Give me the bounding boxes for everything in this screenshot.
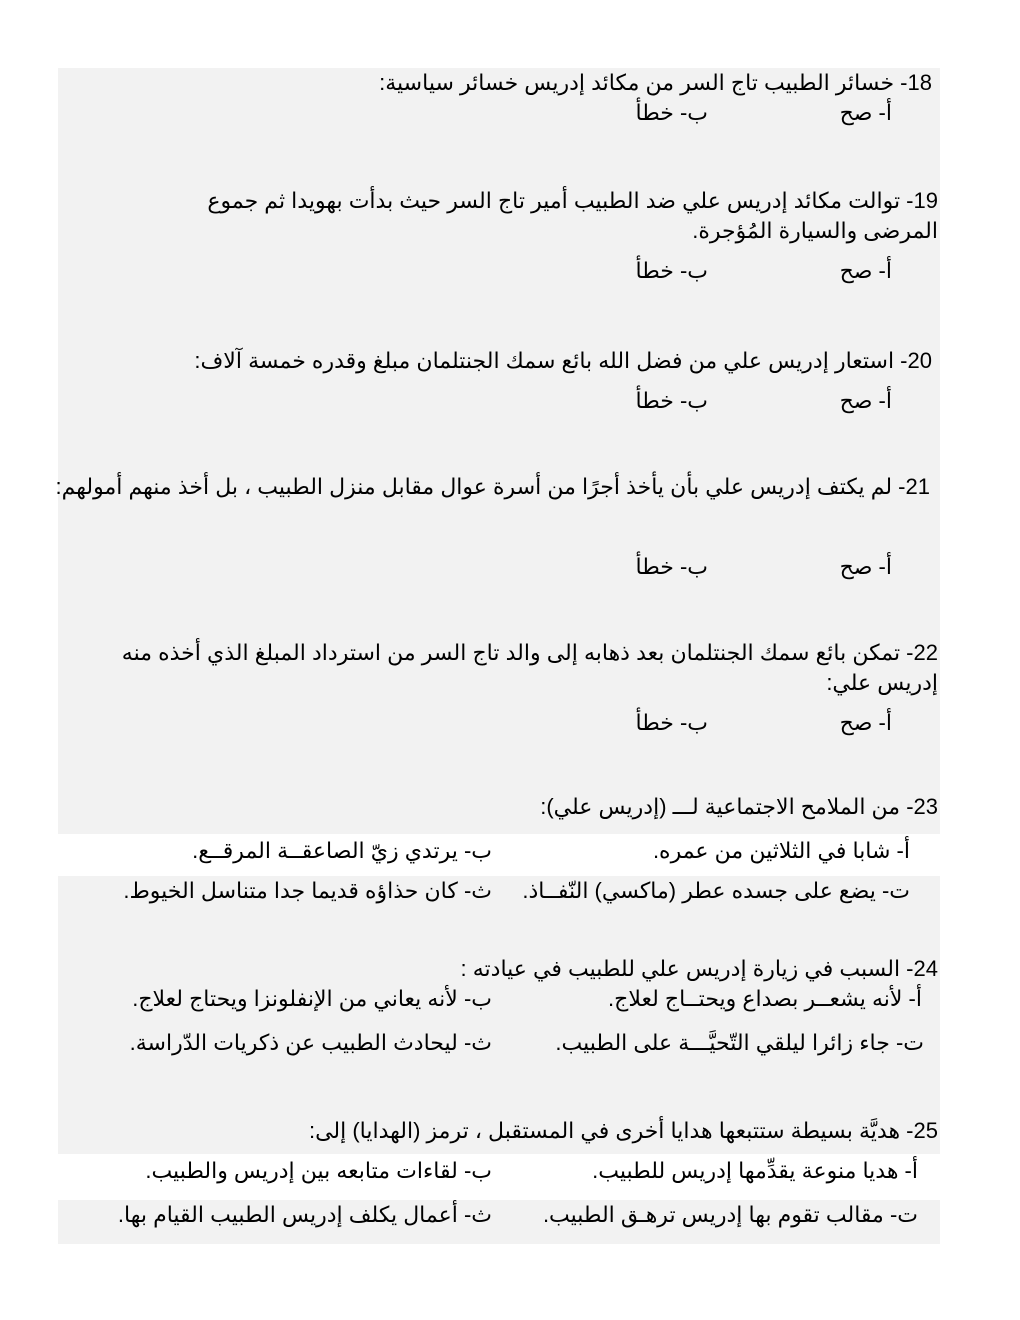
q22-option-a[interactable]: أ- صح: [839, 710, 892, 735]
question-22-text: 22- تمكن بائع سمك الجنتلمان بعد ذهابه إلى والد تاج السر من استرداد المبلغ الذي أخذه منه إدريس علي:: [121, 640, 938, 695]
q23-option-a[interactable]: أ- شابا في الثلاثين من عمره.: [652, 838, 910, 863]
q20-option-b[interactable]: ب- خطأ: [635, 388, 708, 413]
q24-option-b[interactable]: ب- لأنه يعاني من الإنفلونزا ويحتاج لعلاج.: [132, 986, 492, 1011]
q18-option-b[interactable]: ب- خطأ: [635, 100, 708, 125]
q24-option-a[interactable]: أ- لأنه يشعــر بصداع ويحتــاج لعلاج.: [608, 986, 922, 1011]
q23-option-th[interactable]: ث- كان حذاؤه قديما جدا متناسل الخيوط.: [123, 878, 492, 903]
q23-option-b[interactable]: ب- يرتدي زيّ الصاعقــة المرقــع.: [192, 838, 492, 863]
question-25-text: 25- هديَّة بسيطة ستتبعها هدايا أخرى في المستقبل ، ترمز (الهدايا) إلى:: [308, 1118, 938, 1143]
q21-option-a[interactable]: أ- صح: [839, 554, 892, 579]
shaded-row-q23-b: [58, 876, 940, 1154]
q24-option-t[interactable]: ت- جاء زائرا ليلقي التّحيَّـــة على الطبيب.: [555, 1030, 924, 1055]
question-19-text: 19- توالت مكائد إدريس علي ضد الطبيب أمير تاج السر حيث بدأت بهويدا ثم جموع المرضى والسيارة المُؤجرة.: [207, 188, 938, 243]
q21-option-b[interactable]: ب- خطأ: [635, 554, 708, 579]
q22-option-b[interactable]: ب- خطأ: [635, 710, 708, 735]
question-21-text: 21- لم يكتف إدريس علي بأن يأخذ أجرًا من أسرة عوال مقابل منزل الطبيب ، بل أخذ منهم أمولهم:: [55, 474, 930, 499]
q19-option-b[interactable]: ب- خطأ: [635, 258, 708, 283]
q24-option-th[interactable]: ث- ليحادث الطبيب عن ذكريات الدّراسة.: [129, 1030, 492, 1055]
q25-option-b[interactable]: ب- لقاءات متابعه بين إدريس والطبيب.: [145, 1158, 492, 1183]
question-24-text: 24- السبب في زيارة إدريس علي للطبيب في عيادته :: [460, 956, 938, 981]
q19-option-a[interactable]: أ- صح: [839, 258, 892, 283]
shaded-region-top: [55, 68, 940, 834]
q25-option-th[interactable]: ث- أعمال يكلف إدريس الطبيب القيام بها.: [117, 1202, 492, 1227]
q23-option-t[interactable]: ت- يضع على جسده عطر (ماكسي) النّفــاذ.: [522, 878, 910, 903]
q20-option-a[interactable]: أ- صح: [839, 388, 892, 413]
question-20-text: 20- استعار إدريس علي من فضل الله بائع سمك الجنتلمان مبلغ وقدره خمسة آلاف:: [194, 348, 932, 373]
q18-option-a[interactable]: أ- صح: [839, 100, 892, 125]
q25-option-a[interactable]: أ- هديا منوعة يقدِّمها إدريس للطبيب.: [592, 1158, 918, 1183]
question-23-text: 23- من الملامح الاجتماعية لـــ (إدريس علي):: [540, 794, 938, 819]
question-18-text: 18- خسائر الطبيب تاج السر من مكائد إدريس خسائر سياسية:: [379, 70, 932, 95]
q25-option-t[interactable]: ت- مقالب تقوم بها إدريس ترهـق الطبيب.: [542, 1202, 918, 1227]
